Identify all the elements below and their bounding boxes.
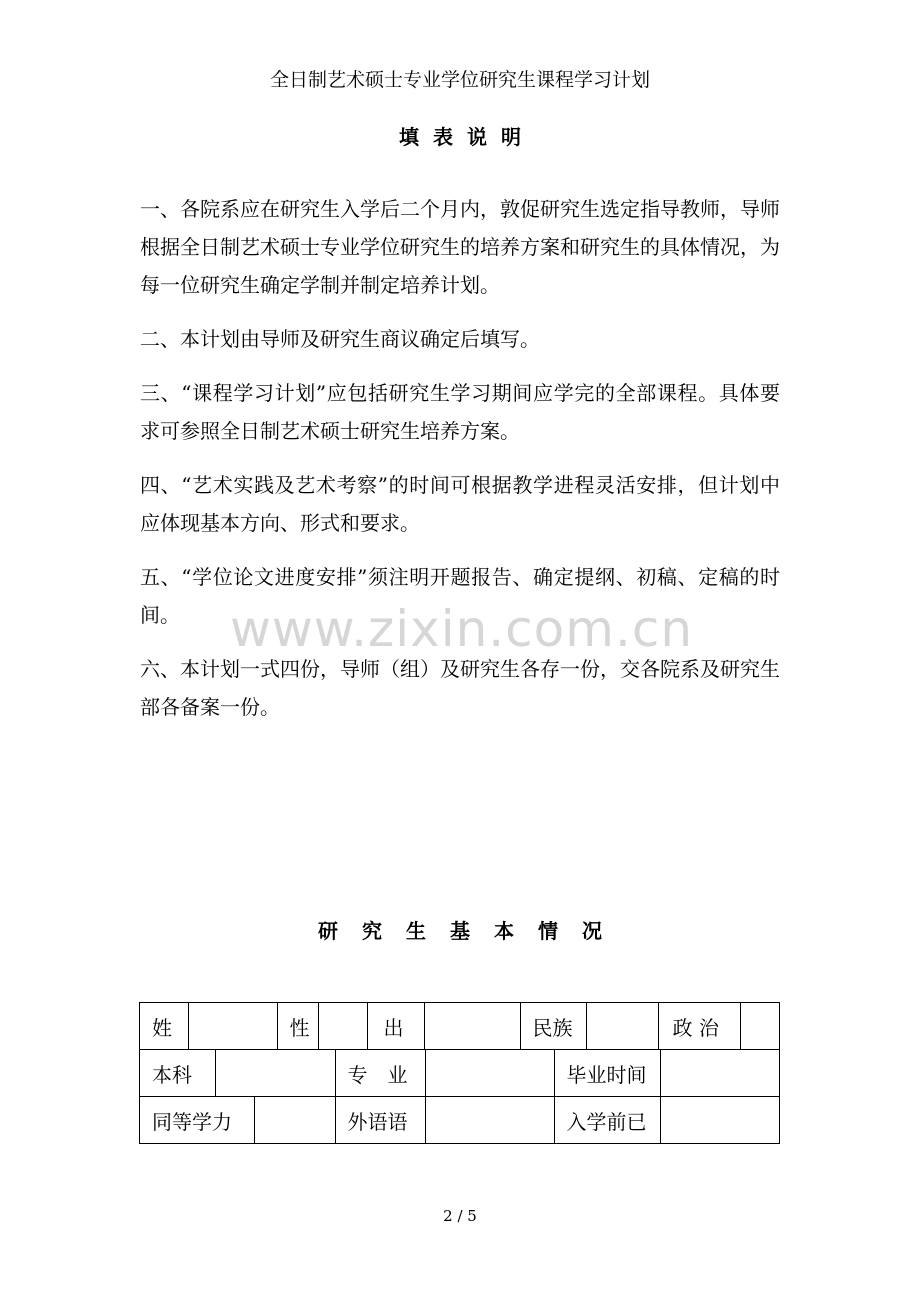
label-graduation-time: 毕业时间 bbox=[554, 1050, 660, 1096]
label-political: 政 治 bbox=[658, 1003, 740, 1049]
instruction-item: 五、“学位论文进度安排”须注明开题报告、确定提纲、初稿、定稿的时间。 bbox=[140, 565, 780, 627]
instruction-item: 三、“课程学习计划”应包括研究生学习期间应学完的全部课程。具体要求可参照全日制艺术硕士研究生培养方案。 bbox=[140, 381, 780, 443]
value-birth[interactable] bbox=[424, 1003, 520, 1049]
label-ethnicity: 民族 bbox=[520, 1003, 586, 1049]
value-pre-enrollment[interactable] bbox=[660, 1097, 779, 1143]
value-major[interactable] bbox=[425, 1050, 554, 1096]
instruction-item: 二、本计划由导师及研究生商议确定后填写。 bbox=[140, 327, 540, 351]
instruction-item: 四、“艺术实践及艺术考察”的时间可根据教学进程灵活安排，但计划中应体现基本方向、形式和要求。 bbox=[140, 473, 780, 535]
document-header-title: 全日制艺术硕士专业学位研究生课程学习计划 bbox=[269, 69, 650, 91]
value-undergrad[interactable] bbox=[215, 1050, 335, 1096]
value-name[interactable] bbox=[188, 1003, 277, 1049]
instruction-item: 六、本计划一式四份，导师（组）及研究生各存一份，交各院系及研究生部各备案一份。 bbox=[140, 657, 780, 719]
value-political[interactable] bbox=[740, 1003, 779, 1049]
label-birth: 出 bbox=[367, 1003, 424, 1049]
value-foreign-language[interactable] bbox=[425, 1097, 554, 1143]
instructions-title: 填表说明 bbox=[399, 125, 535, 149]
table-row bbox=[140, 1097, 780, 1144]
page-number: 2 / 5 bbox=[443, 1207, 477, 1225]
student-info-table bbox=[139, 1002, 780, 1144]
value-gender[interactable] bbox=[318, 1003, 367, 1049]
label-pre-enrollment: 入学前已 bbox=[554, 1097, 660, 1143]
label-name: 姓 bbox=[140, 1003, 188, 1049]
label-equivalent: 同等学力 bbox=[140, 1097, 254, 1143]
table-row bbox=[140, 1050, 780, 1097]
value-graduation-time[interactable] bbox=[660, 1050, 779, 1096]
value-equivalent[interactable] bbox=[254, 1097, 335, 1143]
table-row bbox=[140, 1003, 780, 1050]
label-major: 专 业 bbox=[335, 1050, 425, 1096]
basic-info-title: 研究生基本情况 bbox=[318, 919, 626, 943]
label-foreign-language: 外语语 bbox=[335, 1097, 425, 1143]
label-gender: 性 bbox=[277, 1003, 318, 1049]
label-undergrad: 本科 bbox=[140, 1050, 215, 1096]
instructions-list bbox=[140, 190, 780, 742]
watermark: www.zixin.com.cn bbox=[230, 600, 694, 658]
value-ethnicity[interactable] bbox=[586, 1003, 658, 1049]
instruction-item: 一、各院系应在研究生入学后二个月内，敦促研究生选定指导教师，导师根据全日制艺术硕士专业学位研究生的培养方案和研究生的具体情况，为每一位研究生确定学制并制定培养计划。 bbox=[140, 197, 780, 297]
